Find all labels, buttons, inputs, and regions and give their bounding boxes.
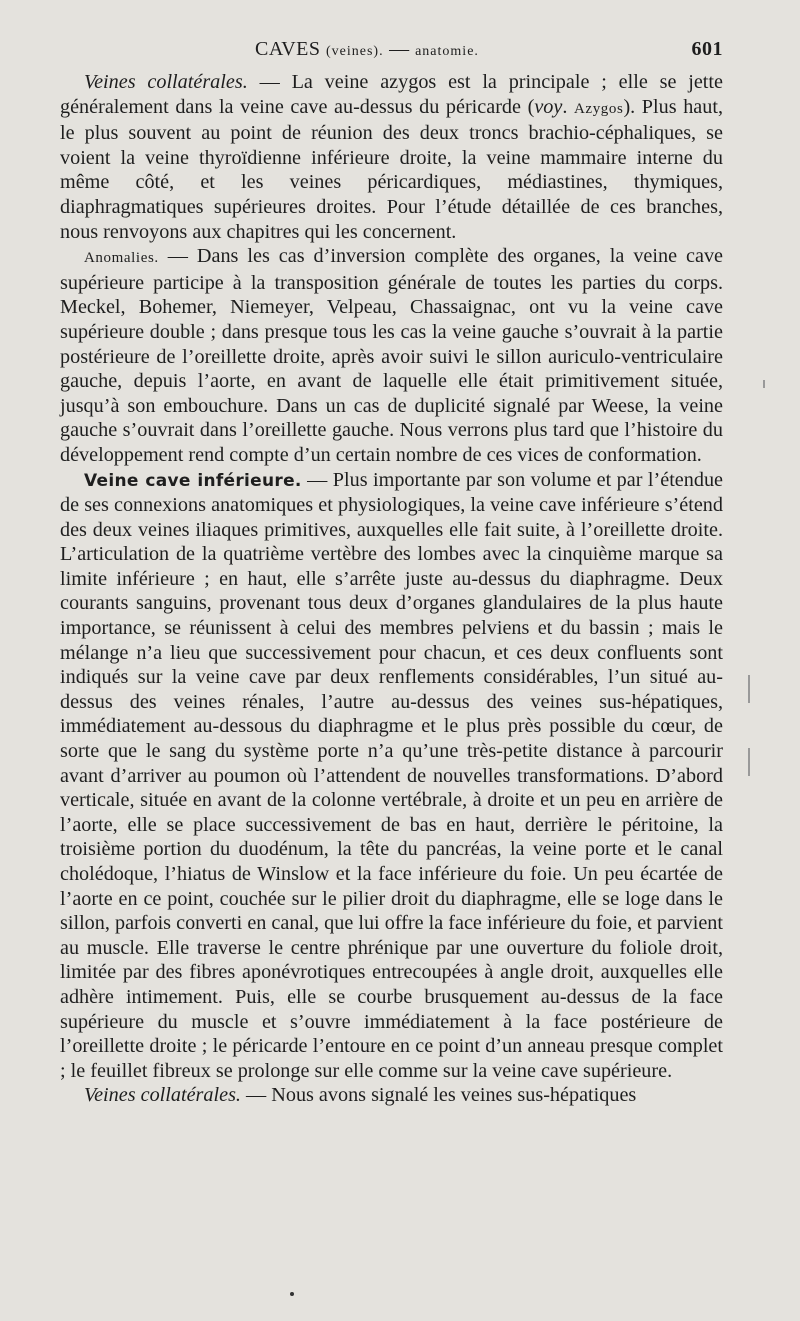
paragraph-text: ). Plus haut, le plus souvent au point de réunion des deux troncs brachio-céphaliques, se voient la veine thyroïdienne inférieure droite, la veine mammaire interne du même côté, et les veines péricardiques, médiastines, thymiques, diaphragmatiques supérieures droites. Pour l’étude détaillée de ces branches, nous renvoyons aux chapitres qui les concernent.: [60, 95, 724, 243]
paragraph-text: — Dans les cas d’inversion complète des organes, la veine cave supérieure participe à la transposition générale de toutes les parties du corps. Meckel, Bohemer, Niemeyer, Velpeau, Chassaignac, ont vu la veine cave supérieure double ; dans presque tous les cas la veine gauche s’ouvrait à la partie postérieure de l’oreillette droite, après avoir suivi le sillon auriculo-ventriculaire gauche, depuis l’aorte, en avant de laquelle elle était primitivement située, jusqu’à son embouchure. Dans un cas de duplicité signalé par Weese, la veine gauche s’ouvrait dans l’oreillette gauche. Nous verrons plus tard que l’histoire du développement rend compte d’un certain nombre de ces vices de conformation.: [60, 245, 723, 466]
paragraph-text: — La veine azygos est la principale ; elle se jette généralement dans la veine cave au-dessus du péricarde (: [60, 71, 723, 118]
header-title-main: CAVES: [255, 38, 321, 60]
paragraph-text: — Plus importante par son volume et par l’étendue de ses connexions anatomiques et physiologiques, la veine cave inférieure s’étend des deux veines iliaques primitives, auxquelles elle fait suite, à l’oreillette droite. L’articulation de la quatrième vertèbre des lombes avec la cinquième marque sa limite inférieure ; en haut, elle s’arrête juste au-dessus du diaphragme. Deux courants sanguins, provenant tous deux d’organes glandulaires de la plus haute importance, se réunissent à celui des membres pelviens et du bassin ; mais le mélange n’a lieu que successivement pour chacun, et ces deux confluents sont indiqués sur la veine cave par deux renflements considérables, l’un situé au-dessus des veines rénales, l’autre au-dessus des veines sus-hépatiques, immédiatement au-dessous du diaphragme et le plus près possible du cœur, de sorte que le sang du système porte n’a qu’une très-petite distance à parcourir avant d’arriver au poumon où l’attendent de nouvelles transformations. D’abord verticale, située en avant de la colonne vertébrale, à droite et un peu en arrière de l’aorte, elle se place successivement de bas en haut, derrière le péritoine, la troisième portion du duodénum, la tête du pancréas, la veine porte et le canal cholédoque, l’hiatus de Winslow et la face inférieure du foie. Un peu écartée de l’aorte en ce point, couchée sur le pilier droit du diaphragme, elle se loge dans le sillon, parfois converti en canal, que lui offre la face inférieure du foie, et parvient au muscle. Elle traverse le centre phrénique par une ouverture du foliole droit, limitée par des fibres aponévrotiques entrecoupées à angle droit, auxquelles elle adhère intimement. Puis, elle se courbe brusquement au-dessus de la face supérieure du muscle et s’ouvre immédiatement à la face postérieure de l’oreillette droite ; le péricarde l’entoure en ce point d’un anneau presque complet ; le feuillet fibreux se prolonge sur elle comme sur la veine cave supérieure.: [60, 468, 724, 1082]
paragraph-veines-collaterales-superieure: [60, 70, 723, 244]
margin-mark: [763, 380, 765, 388]
page-body: [60, 70, 723, 1108]
paragraph-text: — Nous avons signalé les veines sus-hépatiques: [240, 1084, 637, 1107]
paragraph-veines-collaterales-inferieure: [60, 1083, 723, 1108]
header-title-paren: (veines).: [326, 44, 384, 59]
ink-dot: [290, 1292, 294, 1296]
paragraph-lead: Veines collatérales.: [84, 1084, 241, 1107]
reference-voy: voy: [534, 95, 563, 118]
running-header: [60, 38, 723, 68]
section-heading: Veine cave inférieure.: [84, 470, 302, 491]
margin-mark: [748, 748, 750, 776]
page-number: 601: [691, 38, 723, 60]
header-section: anatomie.: [415, 44, 479, 59]
paragraph-anomalies: [60, 244, 723, 467]
paragraph-lead: Anomalies.: [84, 250, 159, 267]
margin-mark: [748, 675, 750, 703]
header-title: [255, 38, 479, 61]
paragraph-text: .: [562, 95, 574, 118]
paragraph-veine-cave-inferieure: [60, 468, 723, 1084]
header-dash: —: [389, 38, 410, 60]
paragraph-lead: Veines collatérales.: [84, 71, 248, 93]
reference-azygos: Azygos: [574, 100, 624, 117]
